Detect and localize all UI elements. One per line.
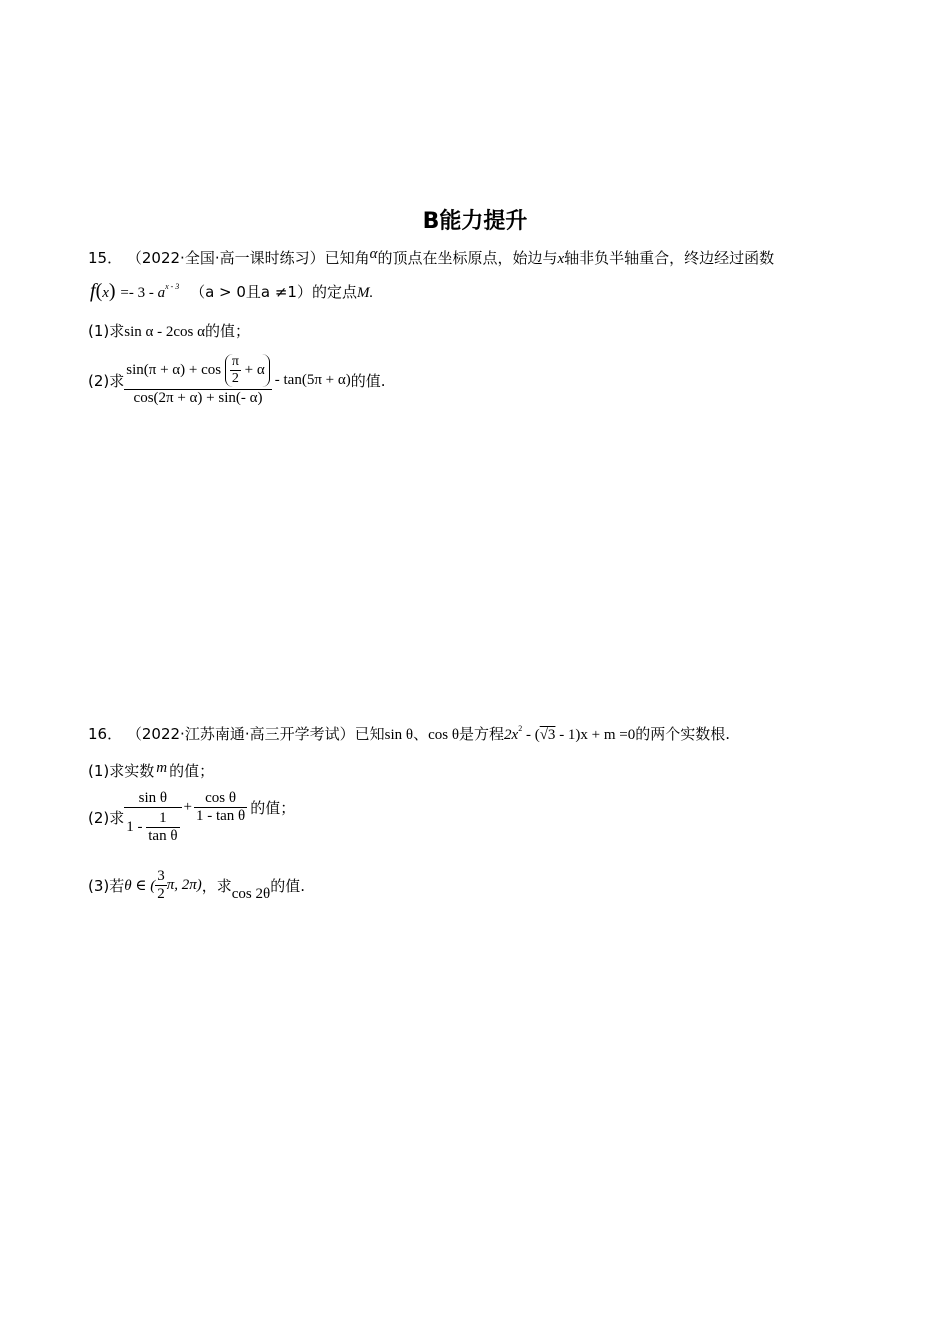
- q16-fraction-2: $\frac{\text{cos θ}}{\text{1 - tan θ}}$: [195, 790, 246, 824]
- q16-fraction-1: sin θ 1 - $\frac{1}{\text{tan θ}}$: [124, 790, 181, 845]
- q15-part2: (2)求 sin(π + α) + cos $\frac{\pi}{2}$ + α cos(2π + α) + sin(- α) - tan(5π + α)的值.: [88, 354, 386, 406]
- q16-number: 16．: [88, 725, 123, 743]
- q16-source: （2022·江苏南通·高三开学考试）: [126, 725, 355, 743]
- q15-fraction: sin(π + α) + cos $\frac{\pi}{2}$ + α cos(2π + α) + sin(- α): [124, 354, 272, 407]
- q15-part1: (1)求sin α - 2cos α的值；: [88, 322, 250, 340]
- q16-part3: (3)若θ ∈ ( $\frac{3}{2}$ π, 2π)，求cos 2θ的值.: [88, 868, 305, 902]
- q16-part1: (1)求实数 m 的值；: [88, 760, 215, 780]
- section-title: B能力提升: [422, 209, 528, 234]
- q15-source: （2022·全国·高一课时练习）: [126, 249, 325, 267]
- q16-line1: 16． （2022·江苏南通·高三开学考试）已知sin θ、cos θ是方程$2x^2 - (√3 - 1)x + m =0$的两个实数根.: [88, 724, 731, 743]
- q16-part2: (2)求 sin θ 1 - $\frac{1}{\text{tan θ}}$ + $\frac{\text{cos θ}}{\text{1 - tan θ}}$ 的值；: [88, 790, 296, 844]
- q15-line1: 15． （2022·全国·高一课时练习）已知角α的顶点在坐标原点，始边与x轴非负半轴重合，终边经过函数: [88, 246, 775, 267]
- q15-line2: $f(x) =- 3 - a^{x - 3}$ （a > 0且a ≠1）的定点M.: [90, 280, 374, 302]
- q15-number: 15．: [88, 249, 123, 267]
